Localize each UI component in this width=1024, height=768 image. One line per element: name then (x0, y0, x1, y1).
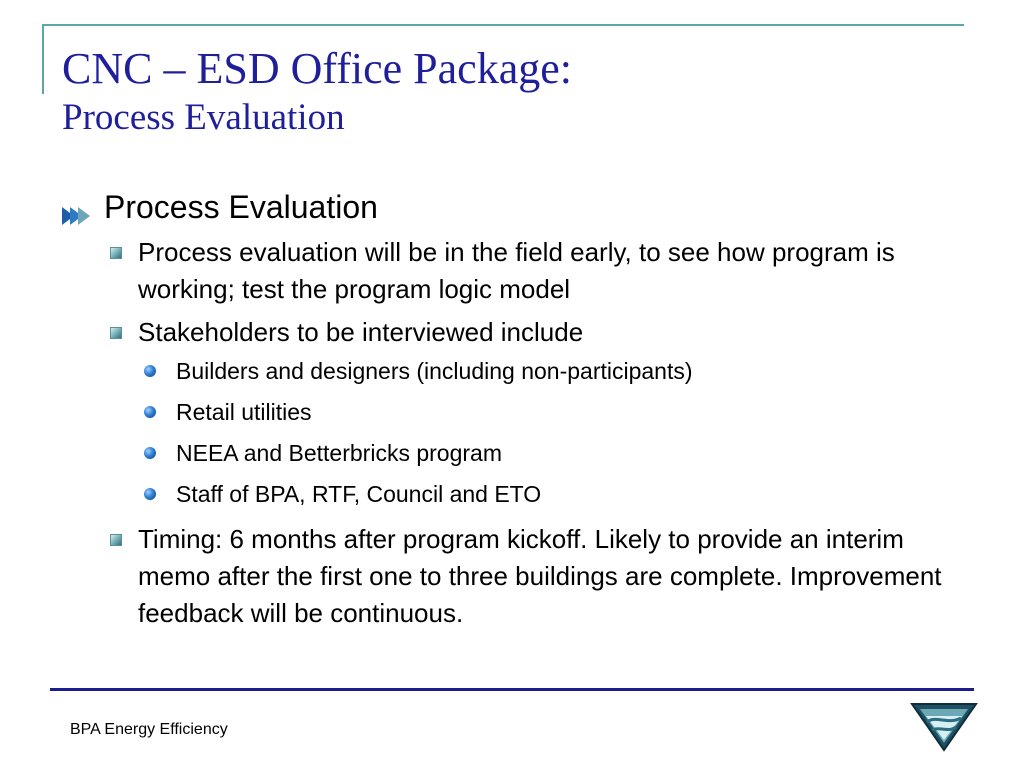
list-item-text: Timing: 6 months after program kickoff. Likely to provide an interim memo after the first one to three buildings are complete. Improvement feedback will be continuous. (138, 524, 942, 628)
heading-text: Process Evaluation (104, 189, 378, 225)
round-bullet-icon (144, 406, 156, 418)
sub-list-item-text: Staff of BPA, RTF, Council and ETO (176, 481, 542, 507)
title-line-2: Process Evaluation (62, 97, 345, 138)
arrow-bullet-icon (60, 196, 94, 238)
square-bullet-icon (110, 247, 122, 259)
round-bullet-icon (144, 365, 156, 377)
sub-list-item-text: Retail utilities (176, 399, 312, 425)
round-bullet-icon (144, 447, 156, 459)
slide-title (62, 42, 572, 140)
footer-text: BPA Energy Efficiency (70, 721, 228, 738)
slide-content (60, 186, 980, 632)
square-bullet-icon (110, 534, 122, 546)
frame-left-line (42, 24, 44, 94)
list-item (138, 234, 980, 308)
round-bullet-icon (144, 488, 156, 500)
frame-top-line (42, 24, 964, 26)
heading-bullet-item (60, 186, 980, 228)
sub-list-item (176, 351, 980, 392)
list-item-text: Process evaluation will be in the field early, to see how program is working; test the program logic model (138, 237, 895, 304)
footer-rule (50, 688, 974, 691)
sub-list-item (176, 392, 980, 433)
sub-list-item (176, 433, 980, 474)
bpa-logo-icon (910, 700, 978, 754)
list-item-text: Stakeholders to be interviewed include (138, 317, 584, 347)
sub-list-item-text: NEEA and Betterbricks program (176, 440, 502, 466)
sub-list-item-text: Builders and designers (including non-participants) (176, 358, 693, 384)
list-item (138, 314, 980, 351)
list-item (138, 521, 980, 632)
sub-list-item (176, 474, 980, 515)
title-line-1: CNC – ESD Office Package: (62, 44, 572, 93)
square-bullet-icon (110, 327, 122, 339)
